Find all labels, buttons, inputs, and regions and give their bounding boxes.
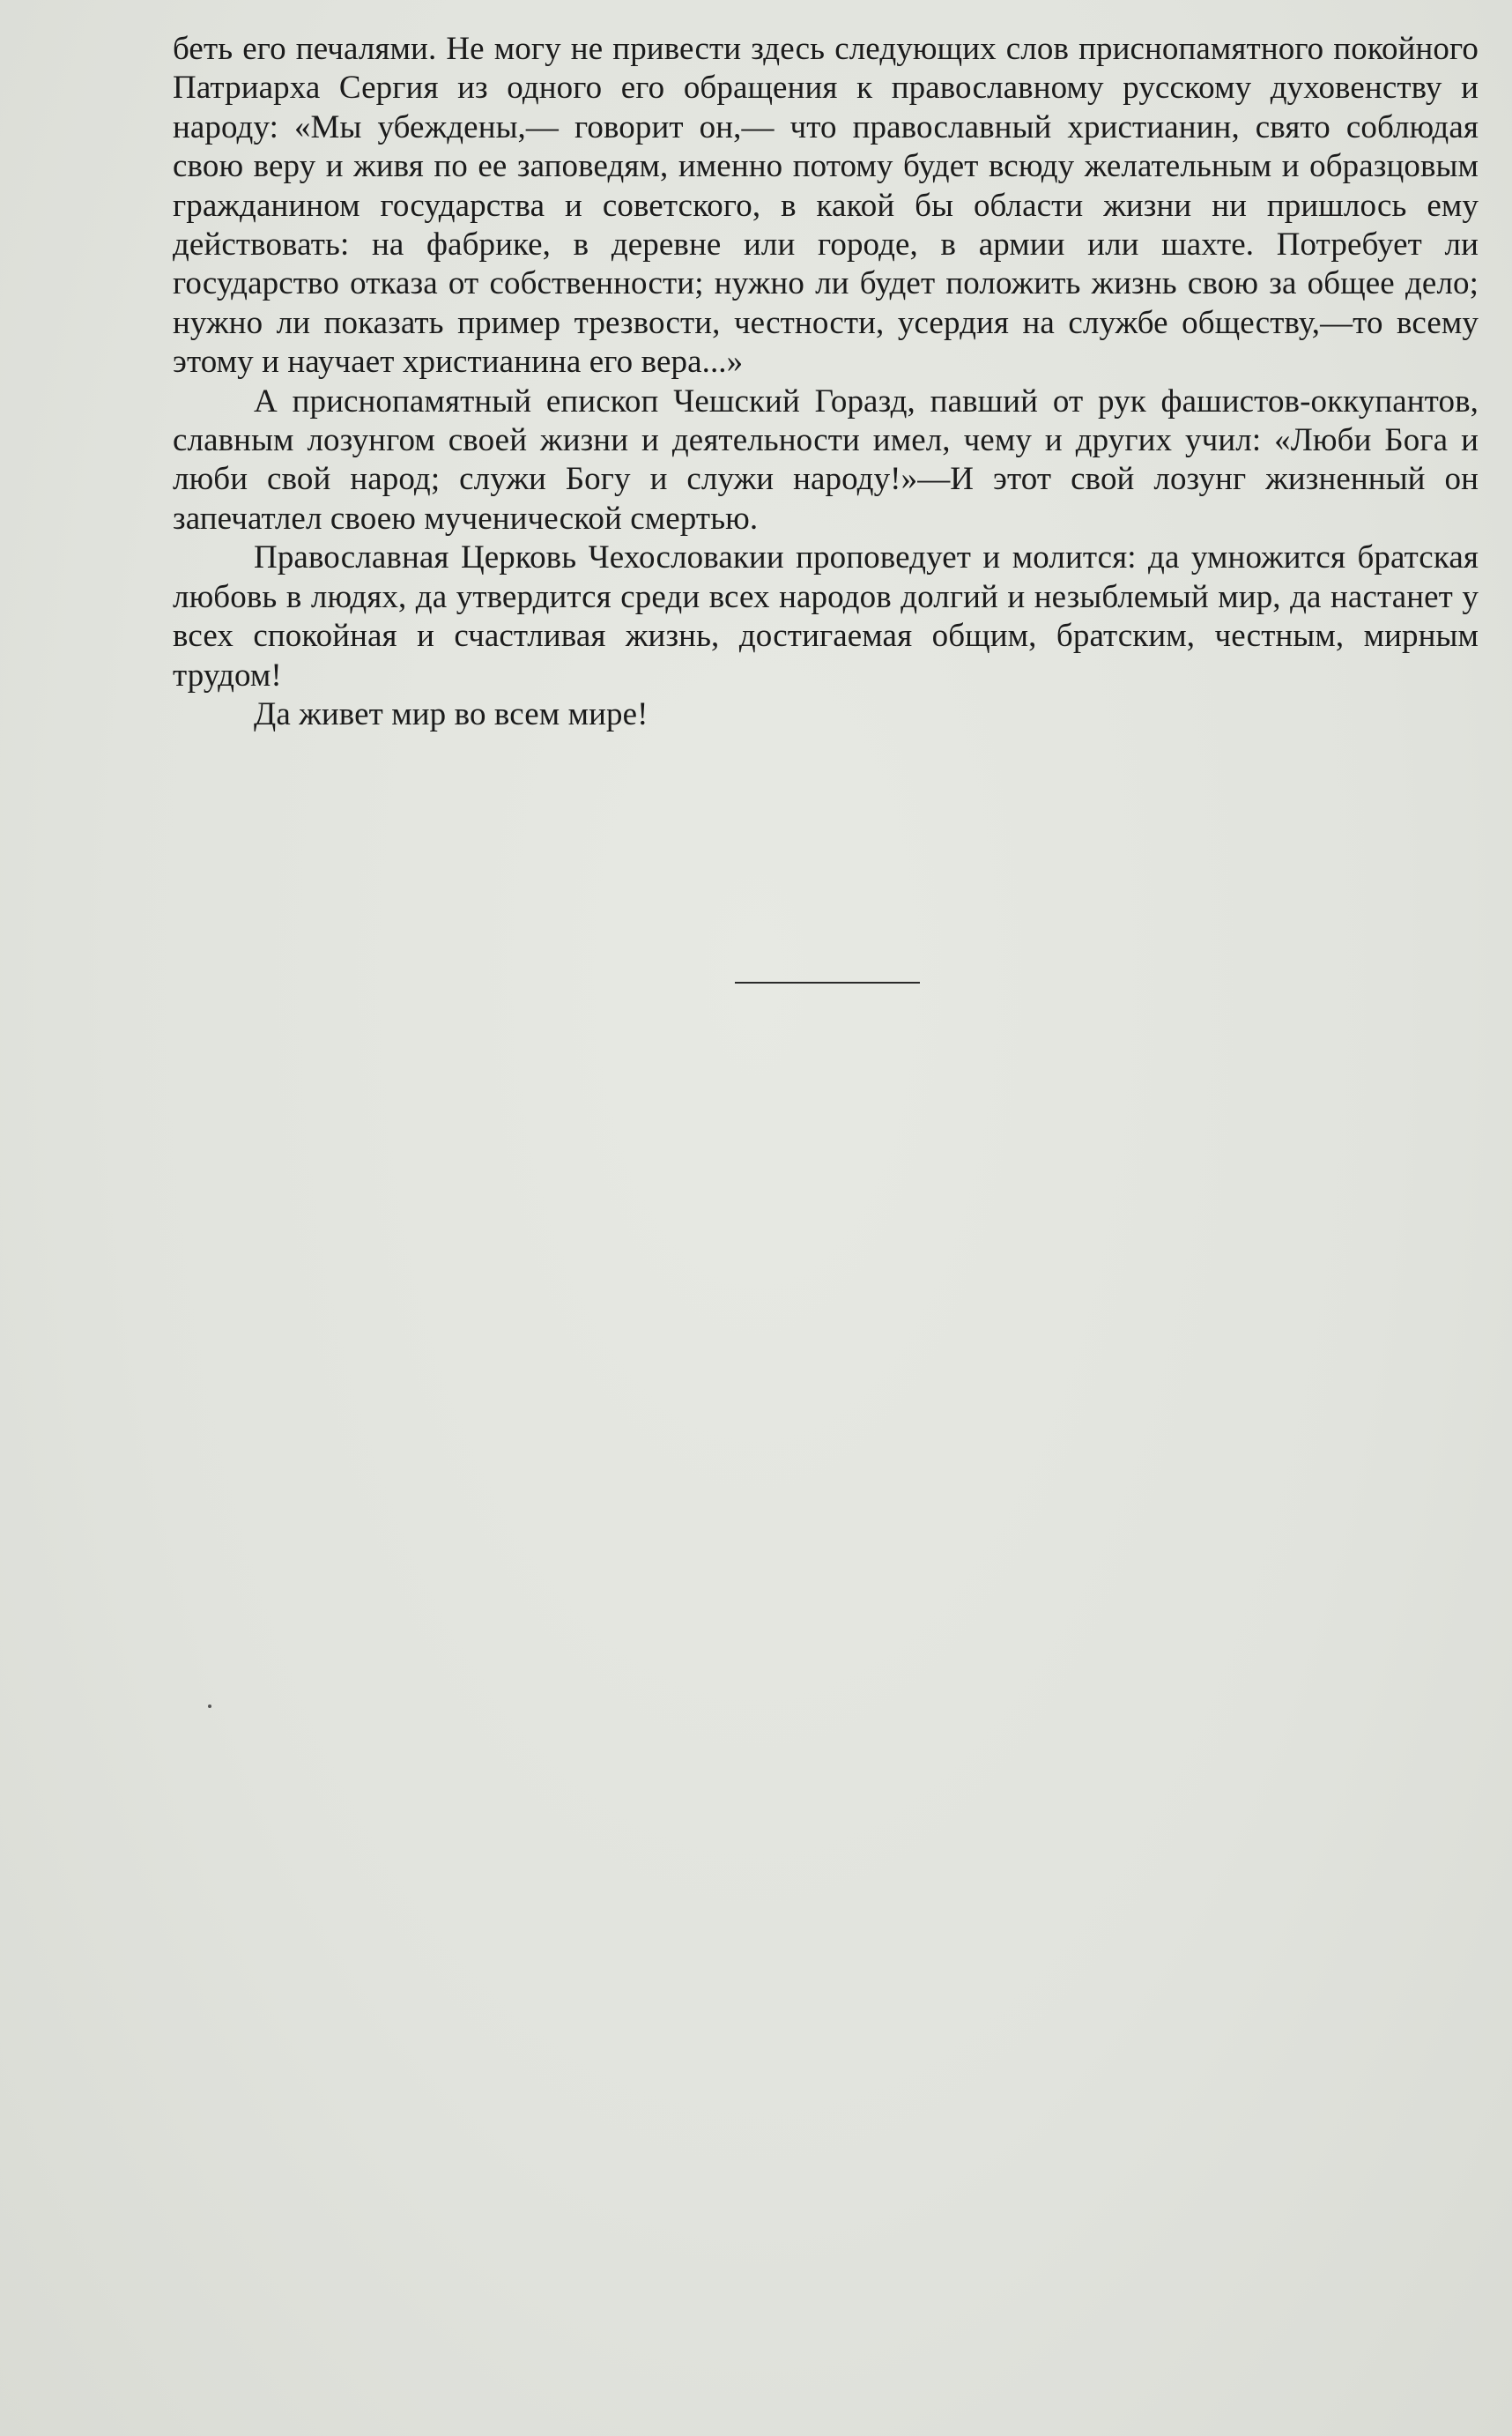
paragraph-gorazd: А приснопамятный епископ Чешский Горазд, павший от рук фашистов-оккупантов, славным лозунгом своей жизни и деятельности имел, чему и других учил: «Люби Бога и люби свой народ; служи Богу и служи народу!»—И этот свой лозунг жизненный он запечатлел своею мученической смертью.	[173, 382, 1479, 537]
paragraph-closing: Да живет мир во всем мире!	[254, 695, 649, 732]
body-text	[173, 30, 1479, 734]
paragraph-church-prayer: Православная Церковь Чехословакии проповедует и молится: да умножится братская любовь в людях, да утвердится среди всех народов долгий и незыблемый мир, да настанет у всех спокойная и счастливая жизнь, достигаемая общим, братским, честным, мирным трудом!	[173, 539, 1479, 694]
paper-speck	[208, 1704, 211, 1708]
paragraph-continuation: беть его печалями. Не могу не привести здесь следующих слов приснопамятного покойного Патриарха Сергия из одного его обращения к православному русскому духовенству и народу: «Мы убеждены,— говорит он,— что православный христианин, свято соблюдая свою веру и живя по ее заповедям, именно потому будет всюду желательным и образцовым гражданином государства и советского, в какой бы области жизни ни пришлось ему действовать: на фабрике, в деревне или городе, в армии или шахте. Потребует ли государство отказа от собственности; нужно ли будет положить жизнь свою за общее дело; нужно ли показать пример трезвости, честности, усердия на службе обществу,—то всему этому и научает христианина его вера...»	[173, 31, 1479, 381]
section-end-rule	[735, 982, 920, 984]
